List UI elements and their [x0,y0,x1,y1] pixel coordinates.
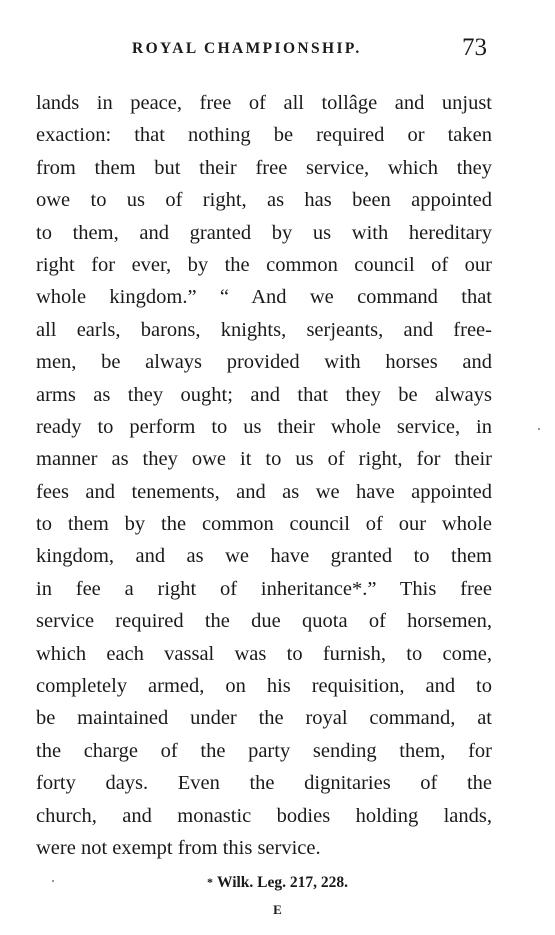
text-line: completely armed, on his requisition, and to [36,675,492,698]
text-line: be maintained under the royal command, at [36,707,492,730]
text-line: fees and tenements, and as we have appointed [36,480,492,503]
text-line: the charge of the party sending them, for [36,739,492,762]
text-line: lands in peace, free of all tollâge and unjust [36,92,492,114]
text-line: exaction: that nothing be required or taken [36,124,492,147]
body-text [36,87,492,864]
text-line: church, and monastic bodies holding lands, [36,804,492,827]
text-line: in fee a right of inheritance*.” This free [36,577,492,600]
text-line: manner as they owe it to us of right, for their [36,448,492,471]
text-line: to them, and granted by us with hereditary [36,221,492,244]
paper-speck [52,880,54,882]
text-line: ready to perform to us their whole service, in [36,415,492,438]
text-line: from them but their free service, which they [36,156,492,179]
text-line: kingdom, and as we have granted to them [36,545,492,568]
text-line: forty days. Even the dignitaries of the [36,772,492,795]
paper-speck [538,428,540,430]
text-line: service required the due quota of horsemen, [36,610,492,633]
text-line: owe to us of right, as has been appointed [36,189,492,212]
footnote-text: Wilk. Leg. 217, 228. [216,874,349,891]
running-title: ROYAL CHAMPIONSHIP. [132,40,362,57]
text-line-last: were not exempt from this service. [36,836,321,859]
page-number: 73 [462,34,487,61]
running-head [0,36,555,66]
text-line: all earls, barons, knights, serjeants, and free- [36,318,492,341]
text-line: whole kingdom.” “ And we command that [36,286,492,309]
signature-mark: E [273,902,282,917]
footnote [0,874,555,892]
text-line: men, be always provided with horses and [36,351,492,374]
text-line: arms as they ought; and that they be always [36,383,492,406]
footnote-mark: * [206,875,213,889]
text-line: to them by the common council of our whole [36,513,492,536]
text-line: which each vassal was to furnish, to come, [36,642,492,665]
text-line: right for ever, by the common council of our [36,253,492,276]
